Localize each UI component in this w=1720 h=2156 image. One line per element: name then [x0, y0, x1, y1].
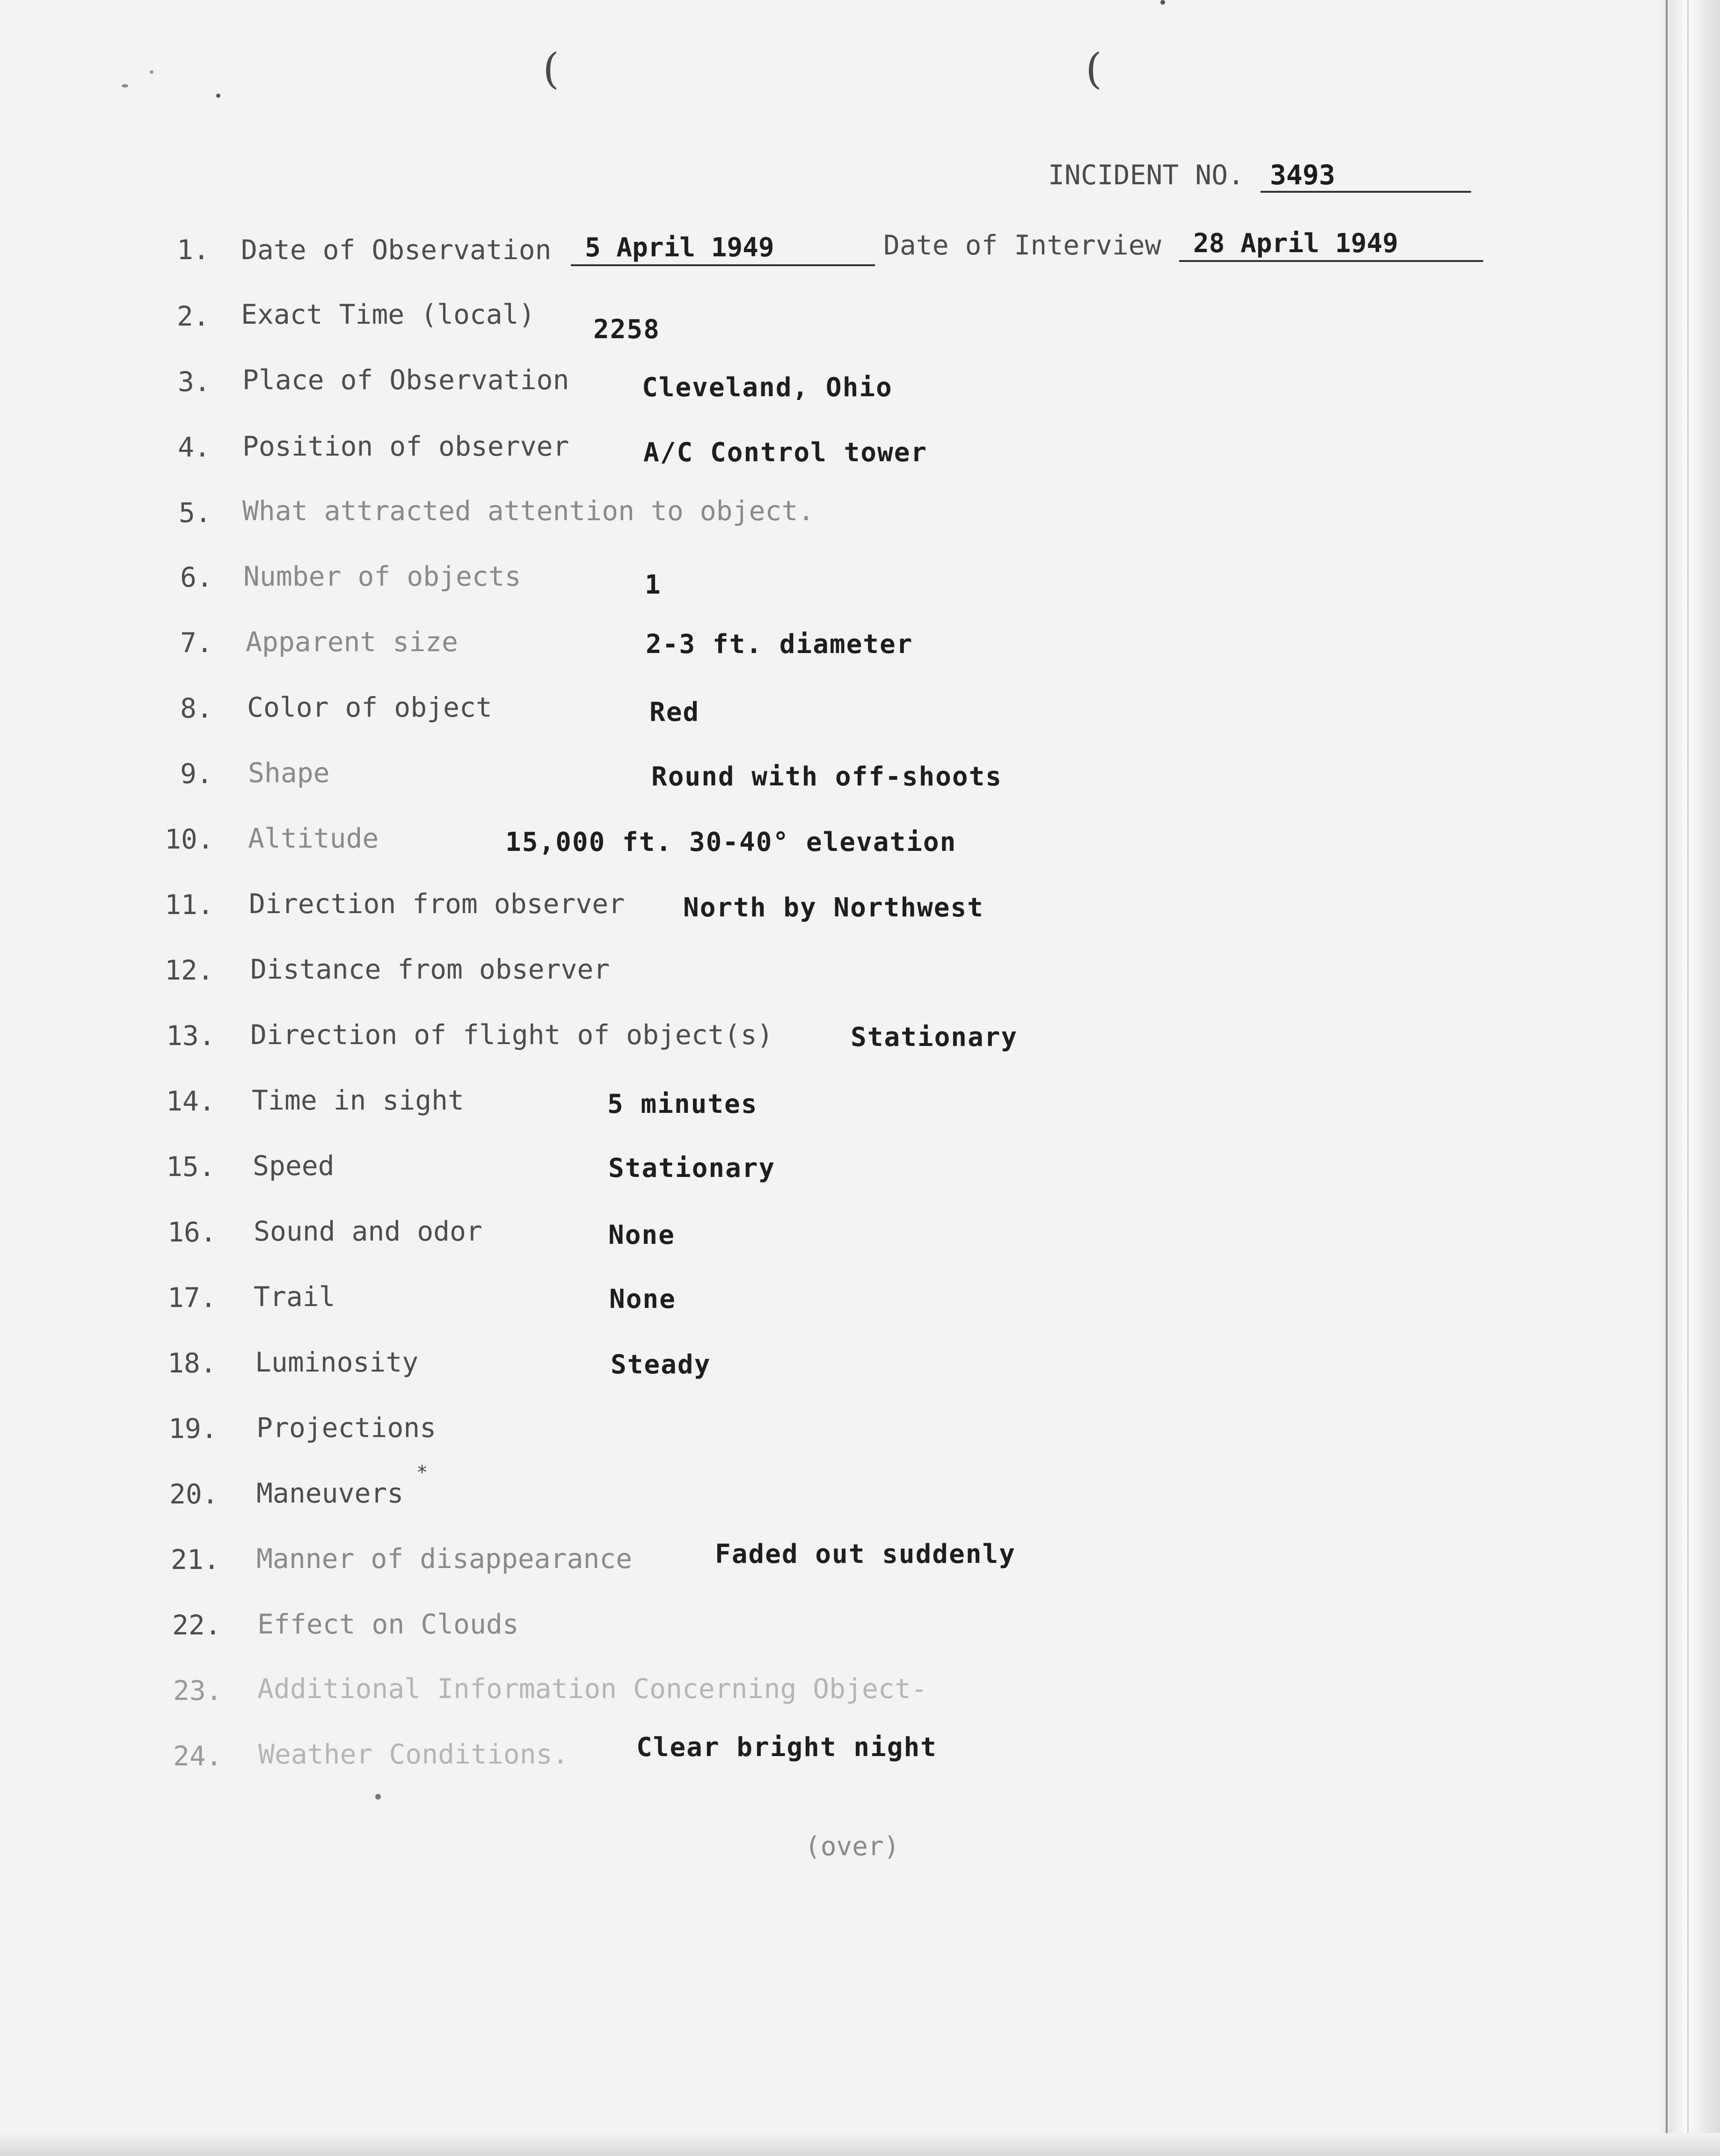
item-answer: Steady	[611, 1350, 711, 1380]
item-label: Trail	[254, 1281, 335, 1313]
item-label: Direction of flight of object(s)	[250, 1019, 773, 1051]
item-label: Color of object	[247, 691, 492, 723]
item-number: 14.	[166, 1085, 215, 1117]
item-answer: Stationary	[851, 1022, 1018, 1053]
item-number: 9.	[180, 758, 213, 790]
item-label: Weather Conditions.	[258, 1738, 569, 1770]
item-label: Speed	[253, 1150, 335, 1182]
item-number: 8.	[180, 692, 213, 724]
item-answer: 5 minutes	[607, 1089, 758, 1119]
item-answer: None	[609, 1284, 676, 1314]
item-answer: North by Northwest	[683, 893, 984, 923]
page-edge-line	[1666, 0, 1668, 2156]
item-label: Direction from observer	[249, 888, 625, 920]
item-answer: 2-3 ft. diameter	[646, 629, 913, 660]
item-answer: Cleveland, Ohio	[642, 372, 893, 403]
item-answer: None	[608, 1220, 675, 1250]
page-edge-line	[1687, 0, 1689, 2156]
item-label: Position of observer	[242, 430, 569, 462]
hole-punch-mark-left: (	[543, 44, 560, 94]
item-number: 5.	[179, 497, 211, 529]
item-label: Number of objects	[243, 560, 521, 592]
item-number: 16.	[168, 1216, 217, 1248]
item-number: 4.	[178, 431, 211, 463]
item-label: Shape	[248, 757, 330, 789]
item-label: Date of Observation	[241, 234, 552, 266]
item-number: 6.	[180, 561, 213, 593]
speck	[150, 70, 153, 74]
item-label: Altitude	[248, 822, 379, 854]
item-number: 3.	[178, 366, 211, 398]
interview-date-label: Date of Interview	[883, 229, 1161, 261]
item-label: Additional Information Concerning Object-	[257, 1673, 927, 1705]
item-number: 21.	[171, 1544, 220, 1575]
speck	[375, 1794, 381, 1800]
item-answer: 5 April 1949	[571, 232, 875, 266]
item-answer: 2258	[593, 314, 660, 345]
item-answer: Round with off-shoots	[651, 762, 1003, 792]
item-label: Apparent size	[246, 626, 458, 658]
item-label: Distance from observer	[250, 953, 610, 985]
item-answer: Faded out suddenly	[715, 1539, 1016, 1569]
item-number: 1.	[177, 234, 210, 266]
item-number: 11.	[165, 889, 214, 921]
item-number: 10.	[165, 823, 214, 855]
speck	[122, 84, 128, 87]
item-number: 7.	[180, 627, 213, 659]
item-label: Manner of disappearance	[256, 1543, 633, 1575]
incident-label: INCIDENT NO.	[1048, 159, 1245, 191]
item-label: Time in sight	[252, 1084, 464, 1116]
item-number: 12.	[165, 954, 214, 986]
item-number: 20.	[169, 1478, 219, 1510]
item-number: 2.	[177, 300, 210, 332]
item-answer: 15,000 ft. 30-40° elevation	[505, 827, 957, 857]
incident-number: 3493	[1261, 159, 1471, 193]
item-label: What attracted attention to object.	[242, 495, 815, 527]
item-answer: Clear bright night	[636, 1732, 937, 1763]
item-number: 13.	[166, 1020, 215, 1052]
item-number: 19.	[168, 1413, 218, 1445]
item-answer: 1	[645, 570, 662, 600]
over-note: (over)	[805, 1831, 900, 1862]
item-answer: A/C Control tower	[643, 437, 928, 468]
item-number: 24.	[173, 1740, 222, 1772]
item-label: Effect on Clouds	[257, 1608, 519, 1640]
item-number: 17.	[168, 1282, 217, 1314]
speck	[1160, 0, 1165, 5]
item-number: 23.	[173, 1675, 222, 1706]
item-answer: Red	[649, 697, 700, 727]
item-label: Place of Observation	[242, 364, 569, 396]
asterisk-mark: *	[416, 1462, 428, 1483]
speck	[216, 94, 220, 98]
hole-punch-mark-right: (	[1086, 44, 1102, 94]
item-label: Luminosity	[255, 1346, 419, 1378]
item-label: Projections	[256, 1412, 437, 1444]
item-number: 18.	[168, 1347, 217, 1379]
item-answer: Stationary	[608, 1153, 776, 1183]
page-edge-right	[1659, 0, 1720, 2156]
interview-date-answer: 28 April 1949	[1179, 228, 1483, 262]
item-number: 22.	[172, 1609, 221, 1641]
item-label: Maneuvers	[256, 1477, 404, 1509]
item-number: 15.	[166, 1151, 215, 1183]
item-label: Sound and odor	[254, 1215, 482, 1247]
page-edge-bottom	[0, 2133, 1720, 2156]
incident-number-field	[1048, 159, 1471, 193]
item-label: Exact Time (local)	[241, 298, 535, 330]
